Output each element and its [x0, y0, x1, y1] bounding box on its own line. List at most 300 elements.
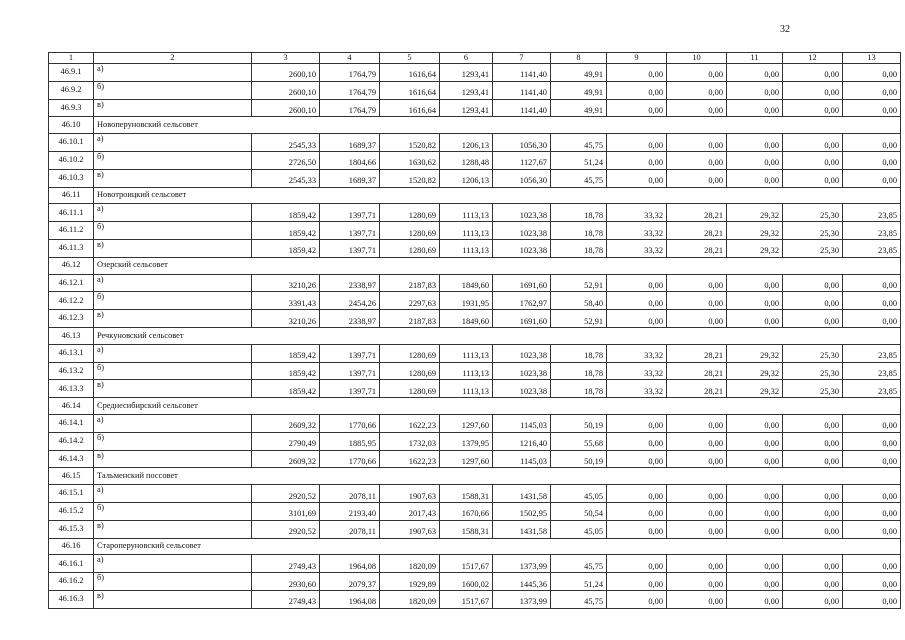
row-variant: а) — [94, 204, 252, 222]
value-cell: 29,32 — [727, 362, 783, 380]
value-cell: 2297,63 — [380, 292, 440, 310]
value-cell: 2609,32 — [252, 450, 320, 468]
row-variant: б) — [94, 362, 252, 380]
value-cell: 1517,67 — [440, 590, 493, 608]
row-code: 46.9.1 — [49, 64, 94, 82]
value-cell: 1023,38 — [493, 222, 551, 240]
row-code: 46.12 — [49, 257, 94, 274]
table-row — [49, 222, 901, 240]
value-cell: 28,21 — [667, 204, 727, 222]
value-cell: 2600,10 — [252, 81, 320, 99]
value-cell: 0,00 — [607, 450, 667, 468]
value-cell: 0,00 — [783, 134, 843, 152]
table-row — [49, 169, 901, 187]
value-cell: 0,00 — [783, 520, 843, 538]
value-cell: 45,05 — [551, 485, 607, 503]
value-cell: 1804,66 — [320, 151, 380, 169]
value-cell: 1764,79 — [320, 81, 380, 99]
value-cell: 0,00 — [607, 169, 667, 187]
value-cell: 1732,03 — [380, 432, 440, 450]
row-code: 46.11 — [49, 187, 94, 204]
value-cell: 0,00 — [727, 502, 783, 520]
value-cell: 1820,09 — [380, 590, 440, 608]
value-cell: 0,00 — [783, 64, 843, 82]
table-row — [49, 485, 901, 503]
value-cell: 1770,66 — [320, 450, 380, 468]
value-cell: 0,00 — [843, 169, 901, 187]
value-cell: 0,00 — [783, 573, 843, 591]
value-cell: 0,00 — [607, 555, 667, 573]
value-cell: 0,00 — [783, 169, 843, 187]
value-cell: 0,00 — [843, 274, 901, 292]
row-code: 46.12.2 — [49, 292, 94, 310]
value-cell: 1141,40 — [493, 81, 551, 99]
value-cell: 1397,71 — [320, 380, 380, 398]
row-variant: б) — [94, 502, 252, 520]
row-code: 46.12.1 — [49, 274, 94, 292]
value-cell: 1023,38 — [493, 344, 551, 362]
column-header: 11 — [727, 53, 783, 64]
table-row — [49, 134, 901, 152]
value-cell: 0,00 — [843, 555, 901, 573]
value-cell: 2749,43 — [252, 555, 320, 573]
value-cell: 1023,38 — [493, 239, 551, 257]
row-code: 46.15.1 — [49, 485, 94, 503]
value-cell: 0,00 — [727, 485, 783, 503]
value-cell: 0,00 — [667, 450, 727, 468]
row-code: 46.10.2 — [49, 151, 94, 169]
table-row — [49, 239, 901, 257]
value-cell: 0,00 — [727, 555, 783, 573]
value-cell: 0,00 — [607, 292, 667, 310]
value-cell: 1141,40 — [493, 99, 551, 117]
row-variant: в) — [94, 590, 252, 608]
value-cell: 0,00 — [783, 310, 843, 328]
row-code: 46.13.2 — [49, 362, 94, 380]
value-cell: 0,00 — [667, 274, 727, 292]
value-cell: 23,85 — [843, 222, 901, 240]
value-cell: 1859,42 — [252, 362, 320, 380]
value-cell: 29,32 — [727, 344, 783, 362]
table-row — [49, 432, 901, 450]
value-cell: 0,00 — [843, 590, 901, 608]
value-cell: 51,24 — [551, 151, 607, 169]
value-cell: 0,00 — [783, 274, 843, 292]
value-cell: 18,78 — [551, 239, 607, 257]
section-name: Тальменский поссовет — [94, 468, 901, 485]
value-cell: 0,00 — [843, 292, 901, 310]
value-cell: 1616,64 — [380, 64, 440, 82]
value-cell: 29,32 — [727, 204, 783, 222]
value-cell: 0,00 — [843, 502, 901, 520]
value-cell: 1517,67 — [440, 555, 493, 573]
value-cell: 23,85 — [843, 344, 901, 362]
value-cell: 0,00 — [607, 590, 667, 608]
page-number: 32 — [780, 24, 790, 35]
row-code: 46.12.3 — [49, 310, 94, 328]
table-body — [49, 64, 901, 609]
value-cell: 1600,02 — [440, 573, 493, 591]
value-cell: 45,75 — [551, 169, 607, 187]
value-cell: 0,00 — [783, 485, 843, 503]
value-cell: 1379,95 — [440, 432, 493, 450]
table-row — [49, 310, 901, 328]
value-cell: 0,00 — [607, 151, 667, 169]
column-header: 13 — [843, 53, 901, 64]
row-code: 46.14.3 — [49, 450, 94, 468]
value-cell: 1293,41 — [440, 64, 493, 82]
value-cell: 23,85 — [843, 362, 901, 380]
value-cell: 1280,69 — [380, 239, 440, 257]
section-name: Новоперуновский сельсовет — [94, 117, 901, 134]
value-cell: 49,91 — [551, 99, 607, 117]
value-cell: 0,00 — [843, 450, 901, 468]
tariff-table — [48, 52, 901, 609]
value-cell: 1885,95 — [320, 432, 380, 450]
value-cell: 3101,69 — [252, 502, 320, 520]
value-cell: 1113,13 — [440, 222, 493, 240]
section-name: Новотроицкий сельсовет — [94, 187, 901, 204]
row-code: 46.11.3 — [49, 239, 94, 257]
value-cell: 0,00 — [667, 64, 727, 82]
table-row — [49, 344, 901, 362]
value-cell: 0,00 — [727, 573, 783, 591]
value-cell: 1113,13 — [440, 362, 493, 380]
column-header: 6 — [440, 53, 493, 64]
value-cell: 0,00 — [667, 81, 727, 99]
column-header: 1 — [49, 53, 94, 64]
section-row — [49, 538, 901, 555]
header-row — [49, 53, 901, 64]
value-cell: 50,54 — [551, 502, 607, 520]
value-cell: 1689,37 — [320, 169, 380, 187]
value-cell: 28,21 — [667, 380, 727, 398]
row-variant: а) — [94, 555, 252, 573]
row-code: 46.13.3 — [49, 380, 94, 398]
table-row — [49, 520, 901, 538]
value-cell: 1691,60 — [493, 274, 551, 292]
value-cell: 1280,69 — [380, 362, 440, 380]
value-cell: 0,00 — [783, 292, 843, 310]
row-variant: б) — [94, 292, 252, 310]
value-cell: 0,00 — [843, 310, 901, 328]
value-cell: 23,85 — [843, 239, 901, 257]
value-cell: 0,00 — [727, 81, 783, 99]
value-cell: 2078,11 — [320, 485, 380, 503]
table-row — [49, 204, 901, 222]
value-cell: 0,00 — [727, 151, 783, 169]
value-cell: 2600,10 — [252, 64, 320, 82]
value-cell: 0,00 — [607, 64, 667, 82]
column-header: 4 — [320, 53, 380, 64]
table-row — [49, 362, 901, 380]
value-cell: 0,00 — [667, 414, 727, 432]
section-row — [49, 327, 901, 344]
value-cell: 0,00 — [607, 81, 667, 99]
value-cell: 2726,50 — [252, 151, 320, 169]
value-cell: 45,05 — [551, 520, 607, 538]
value-cell: 0,00 — [727, 274, 783, 292]
table-row — [49, 274, 901, 292]
row-variant: б) — [94, 151, 252, 169]
value-cell: 29,32 — [727, 380, 783, 398]
value-cell: 2187,83 — [380, 310, 440, 328]
value-cell: 0,00 — [843, 81, 901, 99]
row-code: 46.16 — [49, 538, 94, 555]
value-cell: 1907,63 — [380, 520, 440, 538]
value-cell: 52,91 — [551, 274, 607, 292]
section-name: Староперуновский сельсовет — [94, 538, 901, 555]
value-cell: 1397,71 — [320, 239, 380, 257]
value-cell: 0,00 — [667, 134, 727, 152]
value-cell: 0,00 — [843, 432, 901, 450]
value-cell: 52,91 — [551, 310, 607, 328]
value-cell: 0,00 — [843, 414, 901, 432]
value-cell: 29,32 — [727, 239, 783, 257]
value-cell: 1520,82 — [380, 134, 440, 152]
section-row — [49, 257, 901, 274]
value-cell: 1288,48 — [440, 151, 493, 169]
value-cell: 1023,38 — [493, 362, 551, 380]
value-cell: 1206,13 — [440, 169, 493, 187]
value-cell: 33,32 — [607, 239, 667, 257]
value-cell: 0,00 — [727, 520, 783, 538]
value-cell: 50,19 — [551, 414, 607, 432]
value-cell: 1520,82 — [380, 169, 440, 187]
row-variant: в) — [94, 99, 252, 117]
value-cell: 1931,95 — [440, 292, 493, 310]
value-cell: 0,00 — [783, 414, 843, 432]
value-cell: 1127,67 — [493, 151, 551, 169]
value-cell: 1907,63 — [380, 485, 440, 503]
value-cell: 1616,64 — [380, 99, 440, 117]
value-cell: 0,00 — [727, 292, 783, 310]
value-cell: 0,00 — [607, 502, 667, 520]
value-cell: 1023,38 — [493, 204, 551, 222]
row-variant: в) — [94, 450, 252, 468]
row-code: 46.14.2 — [49, 432, 94, 450]
value-cell: 0,00 — [843, 151, 901, 169]
value-cell: 1859,42 — [252, 222, 320, 240]
value-cell: 2600,10 — [252, 99, 320, 117]
value-cell: 1113,13 — [440, 380, 493, 398]
value-cell: 1588,31 — [440, 520, 493, 538]
value-cell: 0,00 — [783, 590, 843, 608]
row-code: 46.13.1 — [49, 344, 94, 362]
value-cell: 18,78 — [551, 362, 607, 380]
value-cell: 0,00 — [727, 169, 783, 187]
value-cell: 0,00 — [727, 64, 783, 82]
value-cell: 0,00 — [607, 99, 667, 117]
value-cell: 0,00 — [607, 573, 667, 591]
row-variant: а) — [94, 64, 252, 82]
value-cell: 2454,26 — [320, 292, 380, 310]
value-cell: 0,00 — [727, 450, 783, 468]
table-row — [49, 450, 901, 468]
value-cell: 49,91 — [551, 64, 607, 82]
value-cell: 0,00 — [667, 292, 727, 310]
value-cell: 1929,89 — [380, 573, 440, 591]
row-variant: а) — [94, 485, 252, 503]
row-variant: б) — [94, 432, 252, 450]
row-code: 46.14 — [49, 398, 94, 415]
value-cell: 0,00 — [607, 310, 667, 328]
row-variant: б) — [94, 573, 252, 591]
value-cell: 18,78 — [551, 344, 607, 362]
value-cell: 51,24 — [551, 573, 607, 591]
value-cell: 28,21 — [667, 362, 727, 380]
value-cell: 2790,49 — [252, 432, 320, 450]
value-cell: 18,78 — [551, 380, 607, 398]
value-cell: 2338,97 — [320, 310, 380, 328]
row-variant: в) — [94, 380, 252, 398]
value-cell: 1373,99 — [493, 555, 551, 573]
value-cell: 0,00 — [667, 310, 727, 328]
column-header: 3 — [252, 53, 320, 64]
value-cell: 1859,42 — [252, 239, 320, 257]
row-variant: б) — [94, 81, 252, 99]
value-cell: 28,21 — [667, 344, 727, 362]
section-name: Озерский сельсовет — [94, 257, 901, 274]
value-cell: 2545,33 — [252, 134, 320, 152]
column-header: 2 — [94, 53, 252, 64]
value-cell: 28,21 — [667, 239, 727, 257]
row-variant: б) — [94, 222, 252, 240]
value-cell: 25,30 — [783, 239, 843, 257]
value-cell: 0,00 — [783, 450, 843, 468]
value-cell: 1762,97 — [493, 292, 551, 310]
value-cell: 0,00 — [667, 432, 727, 450]
value-cell: 1373,99 — [493, 590, 551, 608]
value-cell: 1145,03 — [493, 450, 551, 468]
value-cell: 33,32 — [607, 222, 667, 240]
table-row — [49, 81, 901, 99]
value-cell: 45,75 — [551, 555, 607, 573]
value-cell: 1691,60 — [493, 310, 551, 328]
value-cell: 0,00 — [667, 573, 727, 591]
value-cell: 33,32 — [607, 344, 667, 362]
value-cell: 3210,26 — [252, 310, 320, 328]
row-variant: в) — [94, 169, 252, 187]
value-cell: 0,00 — [727, 99, 783, 117]
value-cell: 1056,30 — [493, 169, 551, 187]
value-cell: 1964,08 — [320, 590, 380, 608]
value-cell: 1297,60 — [440, 414, 493, 432]
value-cell: 1622,23 — [380, 450, 440, 468]
value-cell: 0,00 — [727, 432, 783, 450]
value-cell: 0,00 — [667, 502, 727, 520]
value-cell: 0,00 — [843, 134, 901, 152]
value-cell: 1141,40 — [493, 64, 551, 82]
value-cell: 1023,38 — [493, 380, 551, 398]
value-cell: 1397,71 — [320, 362, 380, 380]
row-code: 46.15.3 — [49, 520, 94, 538]
row-code: 46.16.2 — [49, 573, 94, 591]
value-cell: 0,00 — [667, 169, 727, 187]
value-cell: 0,00 — [783, 502, 843, 520]
row-variant: в) — [94, 520, 252, 538]
value-cell: 1859,42 — [252, 344, 320, 362]
section-row — [49, 468, 901, 485]
value-cell: 33,32 — [607, 362, 667, 380]
value-cell: 1445,36 — [493, 573, 551, 591]
value-cell: 0,00 — [783, 151, 843, 169]
value-cell: 0,00 — [667, 520, 727, 538]
value-cell: 0,00 — [783, 432, 843, 450]
value-cell: 1849,60 — [440, 310, 493, 328]
table-row — [49, 380, 901, 398]
value-cell: 2338,97 — [320, 274, 380, 292]
row-variant: а) — [94, 134, 252, 152]
value-cell: 0,00 — [667, 590, 727, 608]
row-code: 46.10.3 — [49, 169, 94, 187]
value-cell: 1849,60 — [440, 274, 493, 292]
row-code: 46.10 — [49, 117, 94, 134]
value-cell: 1622,23 — [380, 414, 440, 432]
value-cell: 18,78 — [551, 222, 607, 240]
row-code: 46.11.1 — [49, 204, 94, 222]
table-row — [49, 414, 901, 432]
table-row — [49, 151, 901, 169]
value-cell: 1764,79 — [320, 64, 380, 82]
value-cell: 0,00 — [667, 99, 727, 117]
section-row — [49, 398, 901, 415]
value-cell: 2920,52 — [252, 520, 320, 538]
value-cell: 2187,83 — [380, 274, 440, 292]
value-cell: 3210,26 — [252, 274, 320, 292]
value-cell: 0,00 — [843, 485, 901, 503]
row-code: 46.16.3 — [49, 590, 94, 608]
value-cell: 49,91 — [551, 81, 607, 99]
value-cell: 25,30 — [783, 380, 843, 398]
value-cell: 1293,41 — [440, 99, 493, 117]
table-row — [49, 573, 901, 591]
value-cell: 23,85 — [843, 204, 901, 222]
value-cell: 0,00 — [843, 573, 901, 591]
column-header: 10 — [667, 53, 727, 64]
table-row — [49, 64, 901, 82]
value-cell: 0,00 — [607, 485, 667, 503]
value-cell: 1113,13 — [440, 239, 493, 257]
column-header: 8 — [551, 53, 607, 64]
value-cell: 1293,41 — [440, 81, 493, 99]
value-cell: 0,00 — [843, 99, 901, 117]
section-name: Среднесибирский сельсовет — [94, 398, 901, 415]
row-variant: а) — [94, 274, 252, 292]
row-code: 46.9.2 — [49, 81, 94, 99]
value-cell: 0,00 — [667, 151, 727, 169]
value-cell: 2193,40 — [320, 502, 380, 520]
value-cell: 1431,58 — [493, 520, 551, 538]
value-cell: 0,00 — [607, 134, 667, 152]
value-cell: 2079,37 — [320, 573, 380, 591]
row-code: 46.16.1 — [49, 555, 94, 573]
value-cell: 3391,43 — [252, 292, 320, 310]
section-name: Речкуновский сельсовет — [94, 327, 901, 344]
column-header: 5 — [380, 53, 440, 64]
value-cell: 28,21 — [667, 222, 727, 240]
value-cell: 2749,43 — [252, 590, 320, 608]
value-cell: 1216,40 — [493, 432, 551, 450]
value-cell: 0,00 — [843, 520, 901, 538]
table-row — [49, 590, 901, 608]
value-cell: 2930,60 — [252, 573, 320, 591]
value-cell: 1280,69 — [380, 204, 440, 222]
value-cell: 58,40 — [551, 292, 607, 310]
value-cell: 1859,42 — [252, 380, 320, 398]
value-cell: 0,00 — [843, 64, 901, 82]
value-cell: 2017,43 — [380, 502, 440, 520]
